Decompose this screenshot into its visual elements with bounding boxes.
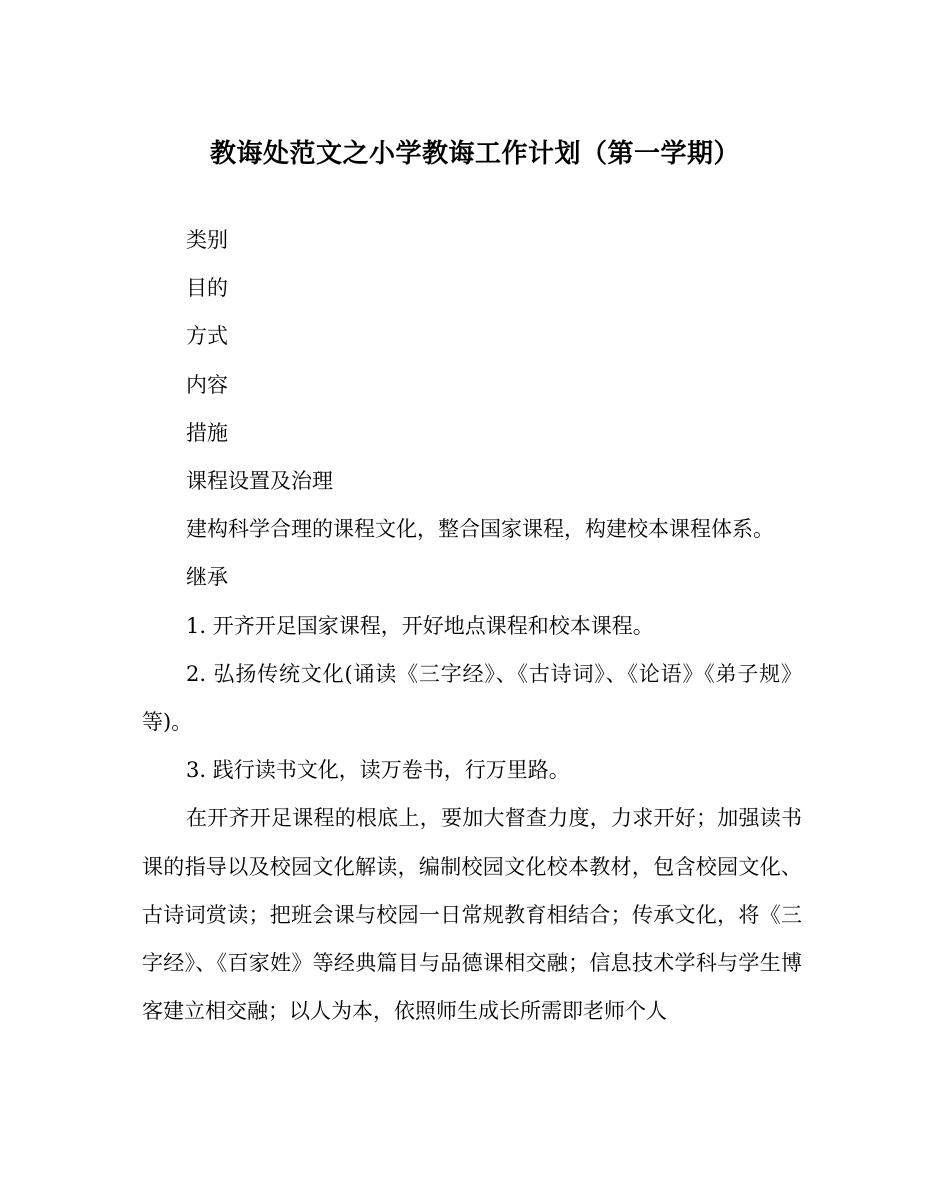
paragraph-content: 内容 [186, 372, 228, 397]
paragraph-inherit: 继承 [186, 565, 228, 590]
document-title: 教诲处范文之小学教诲工作计划（第一学期） [209, 139, 740, 169]
paragraph-item-3: 3. 践行读书文化，读万卷书，行万里路。 [186, 758, 570, 783]
paragraph-category: 类别 [186, 228, 228, 252]
paragraph-item-2: 2. 弘扬传统文化(诵读《三字经》、《古诗词》、《论语》《弟子规》等)。 [142, 661, 802, 735]
paragraph-purpose: 目的 [186, 276, 228, 301]
paragraph-curriculum-goal: 建构科学合理的课程文化，整合国家课程，构建校本课程体系。 [186, 517, 774, 542]
paragraph-method: 方式 [186, 324, 228, 349]
paragraph-measures: 措施 [186, 420, 228, 445]
paragraph-details: 在开齐开足课程的根底上，要加大督查力度，力求开好；加强读书课的指导以及校园文化解读，编制校园文化校本教材，包含校园文化、古诗词赏读；把班会课与校园一日常规教育相结合；传承文化，将《三字经》、《百家姓》等经典篇目与品德课相交融；信息技术学科与学生博客建立相交融；以人为本，依照师生成长所需即老师个人 [142, 806, 802, 1024]
document-body [142, 216, 802, 1035]
paragraph-item-1: 1. 开齐开足国家课程，开好地点课程和校本课程。 [186, 613, 654, 638]
paragraph-curriculum-heading: 课程设置及治理 [186, 469, 333, 494]
